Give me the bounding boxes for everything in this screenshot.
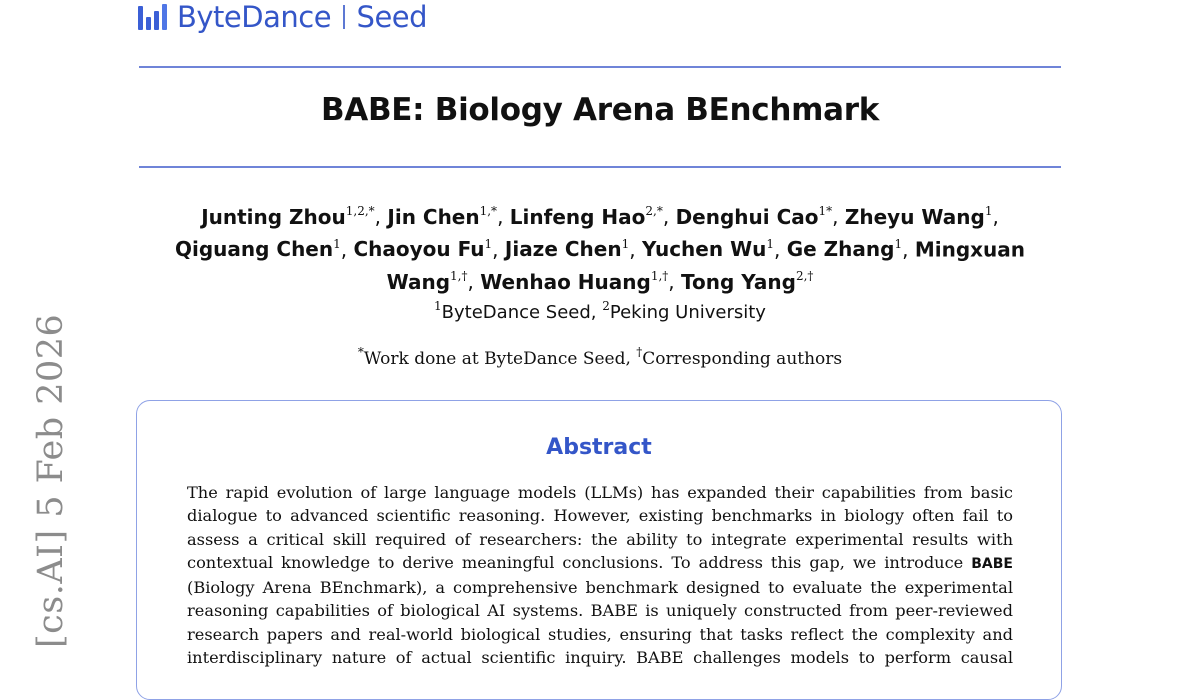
title-rule (139, 166, 1061, 168)
logo-brand: ByteDance (177, 0, 332, 34)
author-marks: 1 (766, 236, 775, 251)
author (353, 237, 492, 261)
arxiv-stamp: [cs.AI] 5 Feb 2026 (31, 313, 71, 648)
author-name: Wenhao Huang (480, 269, 651, 294)
abstract-line: The rapid evolution of large language models (LLMs) has expanded their capabilities from basic (187, 483, 1013, 502)
author-name: Zheyu Wang (844, 204, 985, 229)
affiliation (602, 299, 766, 323)
note-text: Work done at ByteDance Seed (363, 348, 626, 369)
bytedance-bars-icon (138, 4, 167, 30)
note-mark: † (636, 345, 643, 359)
paper-title: BABE: Biology Arena BEnchmark (320, 92, 880, 128)
author (642, 237, 774, 261)
author (175, 237, 341, 261)
author (510, 205, 663, 229)
author (387, 270, 468, 294)
author-marks: 1,† (650, 269, 669, 284)
author-name: Jiaze Chen (504, 237, 622, 262)
note-text: Corresponding authors (642, 348, 843, 369)
author-marks: 2,* (645, 204, 663, 218)
note (636, 345, 843, 369)
affiliation (434, 299, 591, 323)
author-marks: 2,† (795, 269, 814, 284)
author-marks: 1 (894, 236, 903, 251)
author (681, 270, 813, 294)
abstract-line: dialogue to advanced scientific reasoning. However, existing benchmarks in biology often fail to (187, 506, 1013, 526)
author-name: Jin Chen (387, 204, 480, 229)
author-name: Denghui Cao (675, 204, 819, 229)
author-line-3: Wang$^{1,\dagger}$, Wenhao Huang$^{1,\dagger}$, Tong Yang$^{2,\dagger}$ (386, 269, 814, 294)
author-marks: 1 (621, 236, 630, 251)
abstract-line: assess a critical skill required of researchers: the ability to integrate experimental results with (187, 529, 1013, 549)
abstract-line (187, 551, 1013, 576)
author (387, 205, 497, 229)
abstract-line: research papers and real-world biological studies, ensuring that tasks reflect the complexity and (187, 624, 1013, 644)
author-name: Tong Yang (680, 269, 796, 294)
author (505, 237, 629, 261)
author (480, 270, 668, 294)
logo-product: Seed (356, 0, 428, 34)
affiliation-mark: 1 (434, 299, 442, 313)
author-marks: 1* (818, 204, 833, 218)
author-marks: 1 (984, 204, 993, 218)
affiliation-name: Peking University (609, 302, 766, 323)
author-list (140, 198, 1060, 296)
author-notes: *Work done at ByteDance Seed, †Corresponding authors (357, 345, 843, 369)
author-marks: 1 (484, 236, 493, 251)
affiliation-mark: 2 (602, 299, 610, 313)
author-marks: 1,† (450, 269, 468, 284)
author-name: Yuchen Wu (641, 237, 767, 262)
author-name: Wang (386, 269, 451, 294)
author (845, 205, 993, 229)
author (676, 205, 833, 229)
bytedance-seed-logo (138, 0, 427, 34)
abstract-line: interdisciplinary nature of actual scientific inquiry. BABE challenges models to perform causal (187, 648, 1013, 668)
author-marks: 1 (333, 236, 341, 251)
logo-divider (343, 5, 345, 29)
affiliation-name: ByteDance Seed (441, 302, 591, 323)
author-name: Mingxuan (914, 237, 1026, 262)
header-rule (139, 66, 1061, 68)
author-marks: 1,2,* (345, 204, 375, 218)
abstract-box (136, 400, 1062, 700)
author-line-1: Junting Zhou$^{1,2,*}$, Jin Chen$^{1,*}$, Linfeng Hao$^{2,*}$, Denghui Cao$^{1*}$, Zheyu Wang$^1$, (201, 204, 999, 229)
author-name: Chaoyou Fu (353, 237, 485, 262)
author-name: Linfeng Hao (509, 204, 646, 229)
author-marks: 1,* (479, 204, 498, 218)
author-name: Ge Zhang (786, 237, 895, 262)
author (201, 205, 374, 229)
author (787, 237, 902, 261)
abstract-line-text: contextual knowledge to derive meaningful conclusions. To address this gap, we introduce (187, 552, 964, 572)
author-line-2: Qiguang Chen$^1$, Chaoyou Fu$^1$, Jiaze Chen$^1$, Yuchen Wu$^1$, Ge Zhang$^1$, Mingxuan (174, 236, 1026, 262)
abstract-line: (Biology Arena BEnchmark), a comprehensive benchmark designed to evaluate the experimental (187, 578, 1013, 598)
babe-acronym: BABE (971, 555, 1013, 572)
author-name: Junting Zhou (201, 204, 346, 229)
abstract-heading: Abstract (546, 435, 652, 460)
author (915, 237, 1025, 261)
note-mark: * (357, 345, 364, 359)
affiliations: $^1$ByteDance Seed, $^2$Peking University (434, 299, 766, 323)
abstract-line: reasoning capabilities of biological AI systems. BABE is uniquely constructed from peer-reviewed (187, 601, 1013, 621)
author-name: Qiguang Chen (174, 237, 334, 262)
abstract-body (187, 481, 1013, 669)
